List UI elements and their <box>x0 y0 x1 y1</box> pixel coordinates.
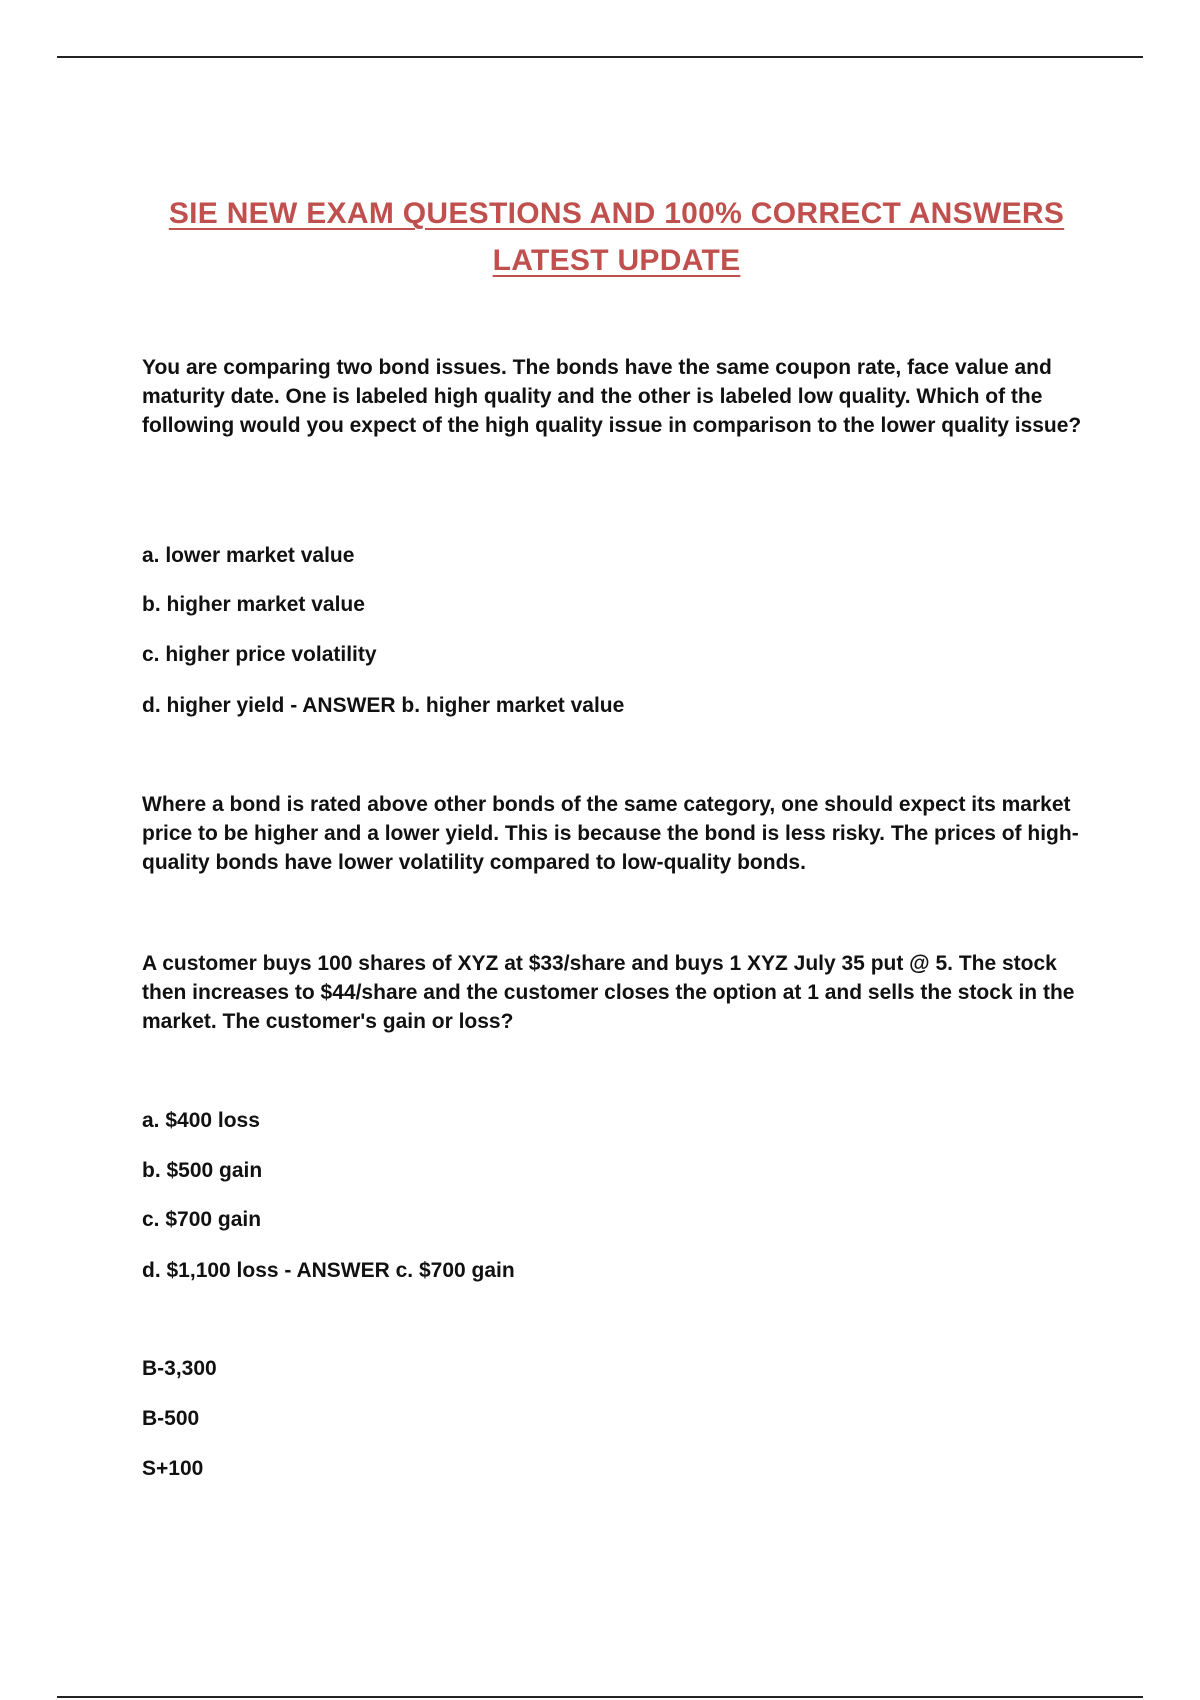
question-2-text: A customer buys 100 shares of XYZ at $33/share and buys 1 XYZ July 35 put @ 5. The stock then increases to $44/share and the customer closes the option at 1 and sells the stock in the market. The customer's gain or loss? <box>142 952 1075 1033</box>
question-2-option-a: a. $400 loss <box>142 1109 260 1132</box>
title-line-1: SIE NEW EXAM QUESTIONS AND 100% CORRECT ANSWERS <box>168 197 1065 230</box>
question-1-option-d-answer: d. higher yield - ANSWER b. higher market value <box>142 694 625 717</box>
bottom-rule <box>57 1696 1143 1698</box>
question-2-option-d-answer: d. $1,100 loss - ANSWER c. $700 gain <box>142 1259 515 1282</box>
work-line-3: S+100 <box>142 1457 204 1480</box>
work-line-1: B-3,300 <box>142 1357 217 1380</box>
question-1-option-b: b. higher market value <box>142 593 365 616</box>
question-2-option-c: c. $700 gain <box>142 1208 262 1231</box>
document-title <box>0 190 1200 284</box>
title-line-2: LATEST UPDATE <box>492 244 741 277</box>
question-1-text: You are comparing two bond issues. The bonds have the same coupon rate, face value and maturity date. One is labeled high quality and the other is labeled low quality. Which of the following would you expect of the high quality issue in comparison to the lower quality issue? <box>142 356 1082 437</box>
question-1-option-c: c. higher price volatility <box>142 643 377 666</box>
question-1-option-a: a. lower market value <box>142 544 355 567</box>
question-2-option-b: b. $500 gain <box>142 1159 263 1182</box>
work-line-2: B-500 <box>142 1407 200 1430</box>
question-1-explanation: Where a bond is rated above other bonds of the same category, one should expect its market price to be higher and a lower yield. This is because the bond is less risky. The prices of high-quality bonds have lower volatility compared to low-quality bonds. <box>142 793 1079 874</box>
top-rule <box>57 56 1143 58</box>
